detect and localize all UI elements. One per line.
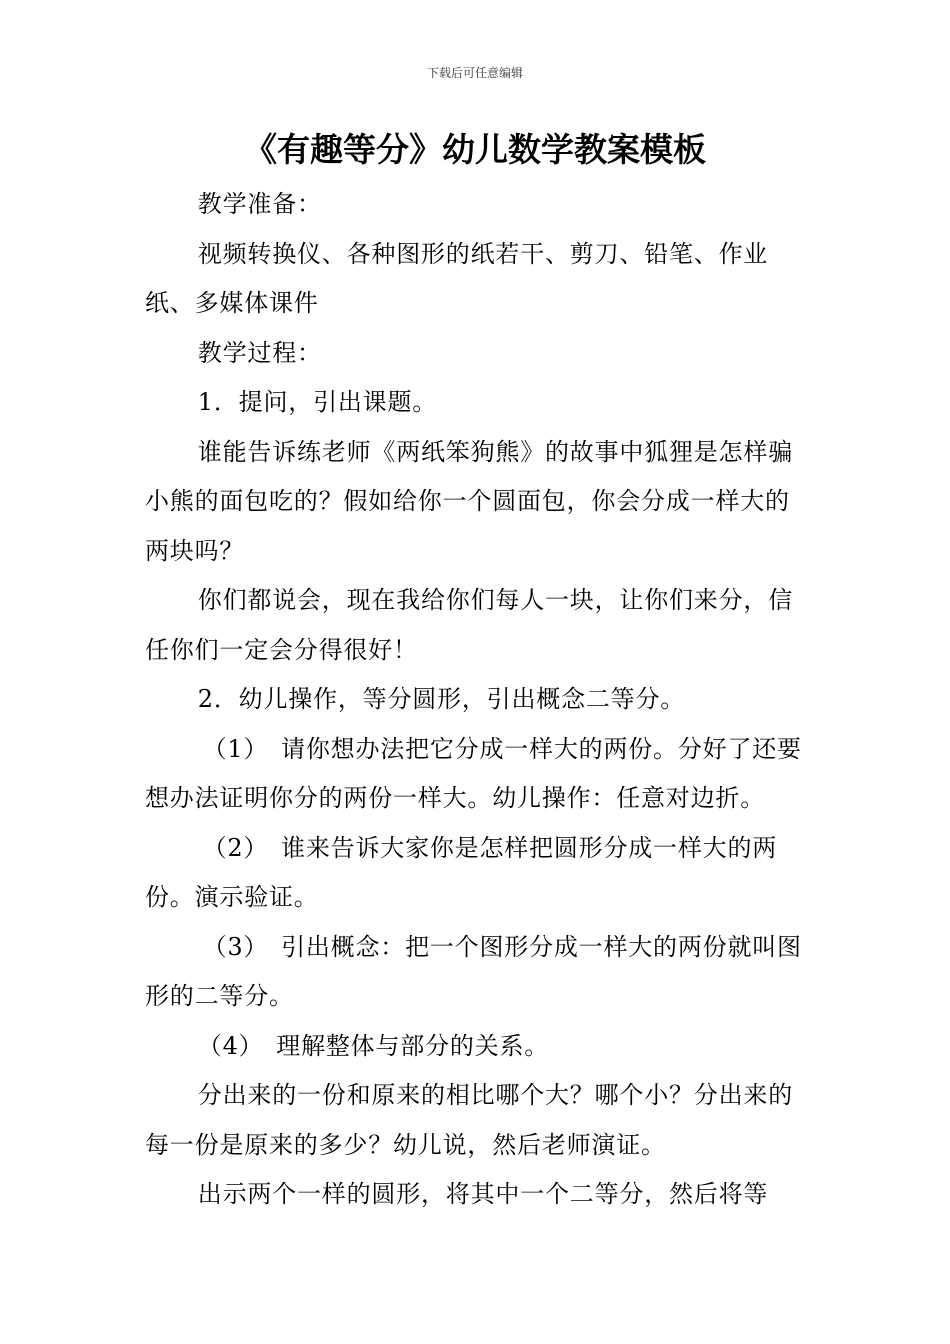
document-title: 《有趣等分》幼儿数学教案模板 bbox=[244, 130, 706, 169]
paragraph-step-2: 2．幼儿操作，等分圆形，引出概念二等分。 bbox=[197, 685, 686, 713]
paragraph-comparison: 分出来的一份和原来的相比哪个大？哪个小？分出来的每一份是原来的多少？幼儿说，然后老师演证。 bbox=[145, 1081, 793, 1159]
paragraph-substep-4: （4） 理解整体与部分的关系。 bbox=[197, 1031, 550, 1060]
header-note: 下载后可任意编辑 bbox=[426, 66, 523, 80]
document-body bbox=[145, 180, 807, 1220]
paragraph-demonstration: 出示两个一样的圆形，将其中一个二等分，然后将等 bbox=[197, 1180, 769, 1208]
paragraph-substep-1: （1） 请你想办法把它分成一样大的两份。分好了还要想办法证明你分的两份一样大。幼儿操作：任意对边折。 bbox=[145, 734, 802, 812]
paragraph-teaching-process: 教学过程： bbox=[197, 338, 322, 367]
paragraph-teaching-prep: 教学准备： bbox=[197, 190, 322, 218]
paragraph-substep-2: （2） 谁来告诉大家你是怎样把圆形分成一样大的两份。演示验证。 bbox=[145, 833, 778, 911]
paragraph-encouragement: 你们都说会，现在我给你们每人一块，让你们来分，信任你们一定会分得很好！ bbox=[145, 586, 793, 664]
paragraph-materials: 视频转换仪、各种图形的纸若干、剪刀、铅笔、作业纸、多媒体课件 bbox=[145, 239, 769, 317]
paragraph-substep-3: （3） 引出概念：把一个图形分成一样大的两份就叫图形的二等分。 bbox=[145, 932, 802, 1010]
paragraph-story-question: 谁能告诉练老师《两纸笨狗熊》的故事中狐狸是怎样骗小熊的面包吃的？假如给你一个圆面包，你会分成一样大的两块吗？ bbox=[145, 437, 793, 565]
paragraph-step-1: 1．提问，引出课题。 bbox=[197, 388, 438, 416]
